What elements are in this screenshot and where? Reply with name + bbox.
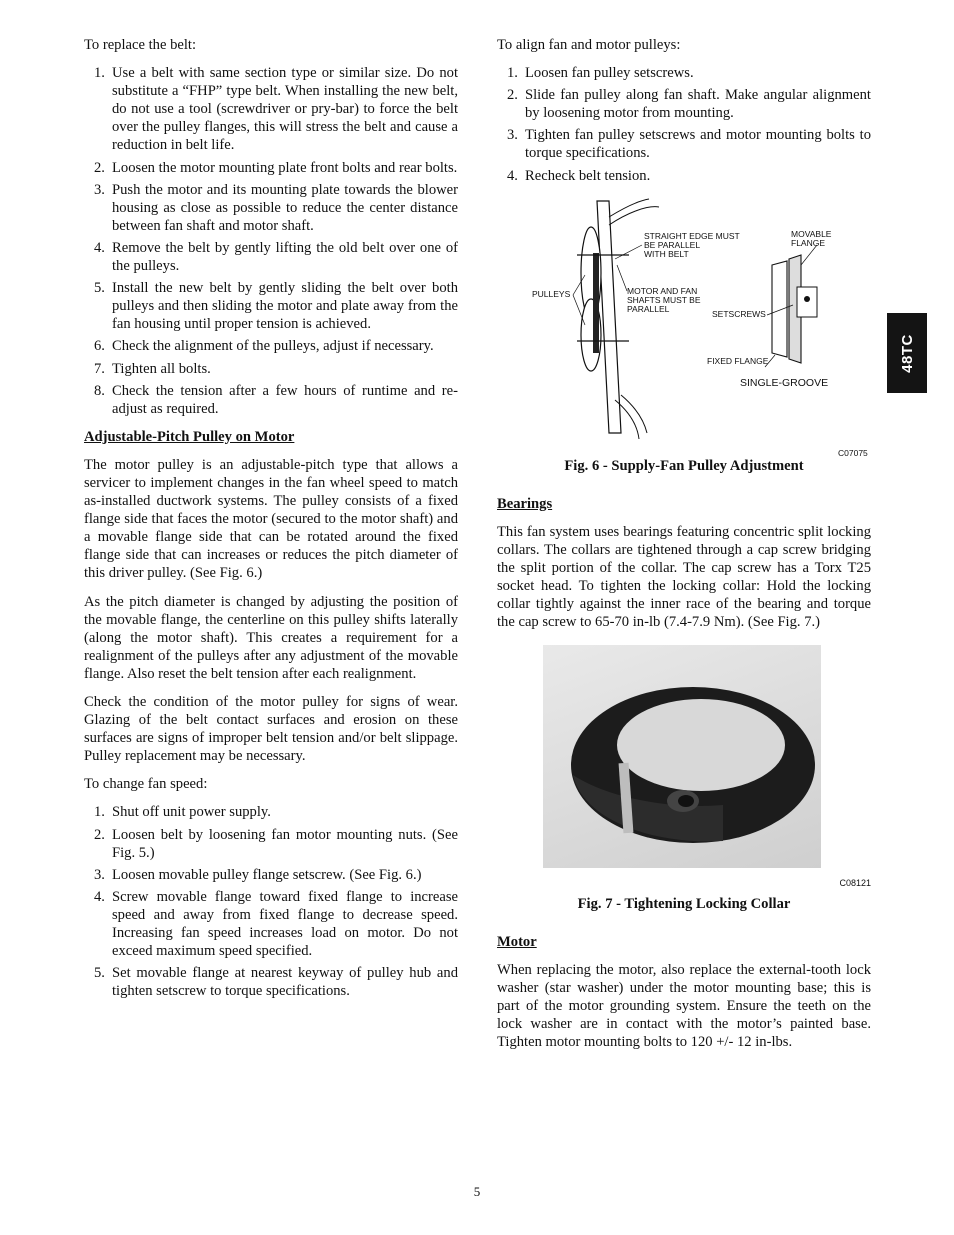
list-item: 6. Check the alignment of the pulleys, adjust if necessary.: [94, 338, 434, 355]
replace-belt-steps: [84, 64, 458, 418]
fig7-code: C08121: [839, 878, 871, 889]
list-item: 1. Use a belt with same section type or similar size. Do not substitute a “FHP” type belt. When installing the new belt, do not use a tool (screwdriver or pry-bar) to force the belt over the pulley flanges, this will stress the belt and cause a reduction in belt life.: [94, 65, 458, 154]
list-item: 2. Loosen the motor mounting plate front bolts and rear bolts.: [94, 159, 458, 176]
collar-hole-shape: [617, 699, 785, 791]
motor-paragraph: When replacing the motor, also replace the external-tooth lock washer (star washer) under the motor mounting base; this is part of the motor grounding system. Ensure the teeth on the lock washer are in contact with the motor’s painted base. Tighten motor mounting bolts to 120 +/- 12 in-lbs.: [497, 961, 871, 1051]
list-item: 7. Tighten all bolts.: [94, 360, 211, 377]
label-shafts-1: MOTOR AND FAN: [627, 285, 698, 296]
list-item: 4. Screw movable flange toward fixed flange to increase speed and away from fixed flange to decrease speed. Increasing fan speed increases load on motor. Do not exceed maximum speed specified.: [94, 888, 458, 960]
section-tab-label: 48TC: [898, 333, 916, 373]
list-item: 5. Install the new belt by gently sliding the belt over both pulleys and then sliding the motor and plate away from the fan housing until proper tension is achieved.: [94, 280, 458, 333]
replace-belt-intro: To replace the belt:: [84, 37, 197, 53]
list-item: 3. Loosen movable pulley flange setscrew. (See Fig. 6.): [94, 866, 422, 883]
list-item: 3. Push the motor and its mounting plate towards the blower housing as close as possible to reduce the center distance between fan shaft and motor shaft.: [94, 181, 458, 234]
setscrew-shape: [804, 296, 810, 302]
motor-heading: Motor: [497, 933, 537, 950]
right-column: [497, 36, 871, 1061]
fig6-code: C07075: [838, 447, 868, 457]
speed-steps: [84, 803, 458, 1000]
pulley-adjustment-illustration: [497, 195, 871, 457]
section-tab: [887, 313, 927, 393]
label-movable-2: FLANGE: [791, 237, 826, 248]
label-shafts-3: PARALLEL: [627, 303, 670, 314]
list-item: 5. Set movable flange at nearest keyway of pulley hub and tighten setscrew to torque specifications.: [94, 965, 458, 1000]
page-number: 5: [473, 1184, 481, 1199]
label-straight-edge-1: STRAIGHT EDGE MUST: [644, 230, 740, 241]
bearings-heading: Bearings: [497, 495, 553, 512]
pulley-paragraph-3: Check the condition of the motor pulley for signs of wear. Glazing of the belt contact surfaces and erosion on these surfaces are signs of improper belt tension and/or belt slippage. Pulley replacement may be necessary.: [84, 694, 458, 765]
hand-top-shape: [609, 199, 659, 225]
pulley-paragraph-2: As the pitch diameter is changed by adjusting the position of the movable flange, the centerline on this pulley shifts laterally (along the motor shaft). This creates a requirement for a realignment of the pulleys after any adjustment of the movable flange. Also reset the belt tension after each realignment.: [84, 593, 458, 682]
label-setscrews: SETSCREWS: [712, 308, 766, 319]
list-item: 8. Check the tension after a few hours of runtime and re-adjust as required.: [94, 382, 458, 417]
fig6-diagram: [497, 195, 871, 457]
straight-edge-shape: [597, 201, 621, 433]
label-fixed-flange: FIXED FLANGE: [707, 355, 769, 366]
pulley-heading: Adjustable-Pitch Pulley on Motor: [84, 428, 295, 445]
label-straight-edge-3: WITH BELT: [644, 248, 689, 259]
list-item: 4. Remove the belt by gently lifting the old belt over one of the pulleys.: [94, 239, 458, 275]
list-item: 4. Recheck belt tension.: [507, 167, 651, 184]
list-item: 3. Tighten fan pulley setscrews and motor mounting bolts to torque specifications.: [507, 127, 871, 162]
align-intro: To align fan and motor pulleys:: [497, 37, 681, 53]
list-item: 2. Slide fan pulley along fan shaft. Make angular alignment by loosening motor from mounting.: [507, 87, 871, 122]
locking-collar-image: [543, 645, 821, 868]
left-column: [84, 36, 458, 1010]
label-pulleys: PULLEYS: [532, 288, 571, 299]
list-item: 1. Loosen fan pulley setscrews.: [507, 65, 694, 82]
fig6-caption: Fig. 6 - Supply-Fan Pulley Adjustment: [564, 457, 804, 474]
label-movable-1: MOVABLE: [791, 228, 832, 239]
pulley-paragraph-1: The motor pulley is an adjustable-pitch type that allows a servicer to implement changes in the fan wheel speed to match as-installed ductwork systems. The pulley consists of a fixed flange side that faces the motor (secured to the motor shaft) and a movable flange side that can be rotated around the fixed flange side that can increases or reduces the pitch diameter of this driver pulley. (See Fig. 6.): [84, 456, 458, 582]
label-shafts-2: SHAFTS MUST BE: [627, 294, 701, 305]
label-straight-edge-2: BE PARALLEL: [644, 239, 701, 250]
speed-intro: To change fan speed:: [84, 776, 208, 793]
list-item: 2. Loosen belt by loosening fan motor mounting nuts. (See Fig. 5.): [94, 826, 458, 861]
align-steps: [497, 64, 871, 185]
fixed-flange-shape: [772, 261, 787, 357]
belt-shape: [593, 253, 599, 353]
bearings-paragraph: This fan system uses bearings featuring concentric split locking collars. The collars are tightened through a cap screw bridging the split portion of the collar. The cap screw has a Torx T25 socket head. To tighten the locking collar: Hold the locking collar tightly against the inner race of the bearing and torque the cap screw to 65-70 in-lb (7.4-7.9 Nm). (See Fig. 7.): [497, 523, 871, 631]
list-item: 1. Shut off unit power supply.: [94, 804, 271, 821]
label-single-groove: SINGLE-GROOVE: [740, 376, 829, 389]
fig7-photo: [543, 645, 821, 868]
fig7-caption: Fig. 7 - Tightening Locking Collar: [577, 895, 791, 912]
